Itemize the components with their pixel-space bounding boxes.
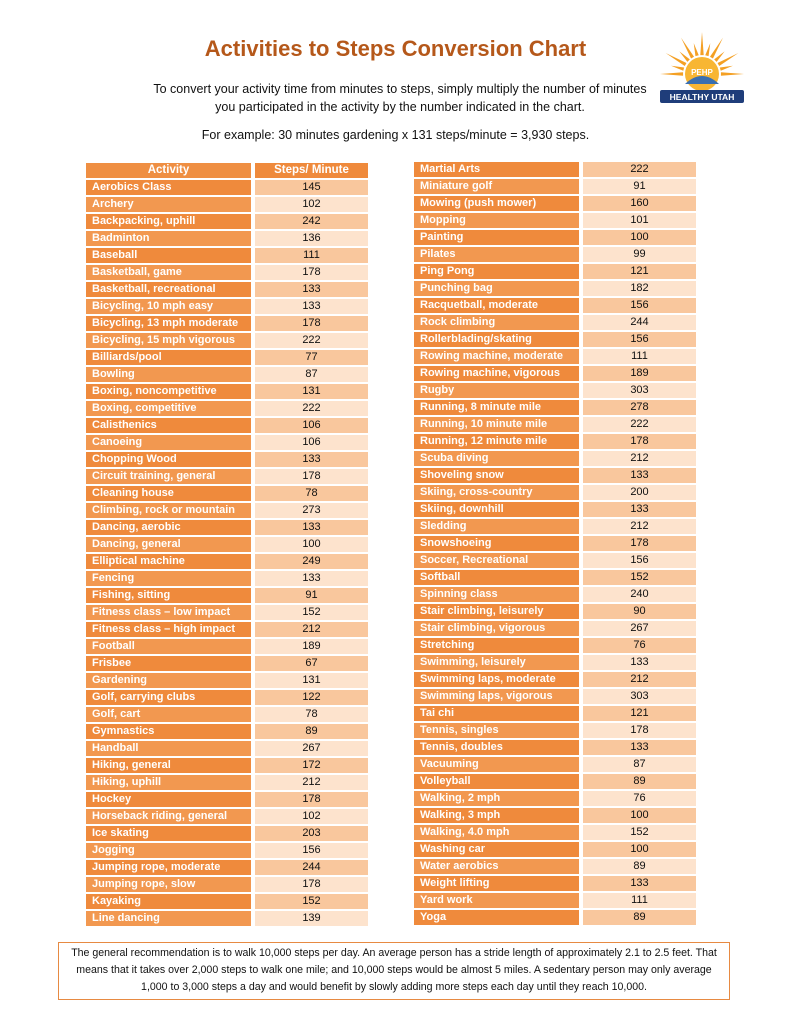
table-row (86, 792, 368, 807)
activity-name: Hiking, uphill (86, 775, 251, 790)
activity-name: Softball (414, 570, 579, 585)
activity-name: Racquetball, moderate (414, 298, 579, 313)
activity-name: Archery (86, 197, 251, 212)
activity-name: Swimming laps, vigorous (414, 689, 579, 704)
steps-per-minute-value: 87 (583, 757, 696, 772)
steps-per-minute-value: 101 (583, 213, 696, 228)
activity-name: Swimming, leisurely (414, 655, 579, 670)
steps-per-minute-value: 267 (255, 741, 368, 756)
activity-name: Running, 10 minute mile (414, 417, 579, 432)
activity-name: Volleyball (414, 774, 579, 789)
table-row (414, 536, 696, 551)
activity-name: Punching bag (414, 281, 579, 296)
table-row (86, 639, 368, 654)
steps-per-minute-value: 77 (255, 350, 368, 365)
table-row (86, 486, 368, 501)
activity-name: Aerobics Class (86, 180, 251, 195)
steps-per-minute-value: 200 (583, 485, 696, 500)
table-row (86, 911, 368, 926)
table-row (86, 843, 368, 858)
table-row (414, 842, 696, 857)
steps-per-minute-value: 267 (583, 621, 696, 636)
activity-name: Martial Arts (414, 162, 579, 177)
table-row (414, 740, 696, 755)
steps-per-minute-value: 121 (583, 706, 696, 721)
steps-per-minute-value: 172 (255, 758, 368, 773)
table-row (414, 502, 696, 517)
steps-per-minute-value: 91 (255, 588, 368, 603)
activity-name: Painting (414, 230, 579, 245)
activity-name: Swimming laps, moderate (414, 672, 579, 687)
steps-per-minute-value: 100 (255, 537, 368, 552)
table-row (86, 724, 368, 739)
table-row (86, 333, 368, 348)
table-row (86, 299, 368, 314)
steps-per-minute-value: 89 (583, 774, 696, 789)
table-row (86, 265, 368, 280)
activity-name: Stair climbing, leisurely (414, 604, 579, 619)
activity-name: Bicycling, 15 mph vigorous (86, 333, 251, 348)
activity-name: Badminton (86, 231, 251, 246)
steps-per-minute-value: 212 (583, 519, 696, 534)
steps-per-minute-value: 67 (255, 656, 368, 671)
table-row (86, 316, 368, 331)
steps-per-minute-value: 89 (583, 859, 696, 874)
steps-per-minute-value: 178 (583, 434, 696, 449)
activity-name: Rock climbing (414, 315, 579, 330)
steps-per-minute-value: 222 (255, 401, 368, 416)
steps-per-minute-value: 99 (583, 247, 696, 262)
table-row (414, 587, 696, 602)
table-row (86, 741, 368, 756)
activity-name: Rugby (414, 383, 579, 398)
steps-per-minute-value: 203 (255, 826, 368, 841)
activity-name: Snowshoeing (414, 536, 579, 551)
activity-name: Yoga (414, 910, 579, 925)
steps-per-minute-value: 133 (583, 502, 696, 517)
table-row (86, 588, 368, 603)
table-row (86, 605, 368, 620)
activity-name: Gardening (86, 673, 251, 688)
table-row (414, 638, 696, 653)
activity-name: Backpacking, uphill (86, 214, 251, 229)
activity-name: Cleaning house (86, 486, 251, 501)
table-row (414, 485, 696, 500)
steps-per-minute-value: 244 (583, 315, 696, 330)
steps-per-minute-value: 242 (255, 214, 368, 229)
steps-per-minute-value: 89 (583, 910, 696, 925)
activity-name: Jumping rope, slow (86, 877, 251, 892)
steps-per-minute-value: 133 (255, 520, 368, 535)
table-row (414, 621, 696, 636)
activity-name: Basketball, recreational (86, 282, 251, 297)
activity-name: Chopping Wood (86, 452, 251, 467)
table-row (414, 689, 696, 704)
activity-name: Dancing, general (86, 537, 251, 552)
steps-per-minute-value: 303 (583, 383, 696, 398)
logo-bottom-text: HEALTHY UTAH (669, 92, 735, 102)
activity-name: Football (86, 639, 251, 654)
activity-name: Ping Pong (414, 264, 579, 279)
steps-per-minute-value: 131 (255, 384, 368, 399)
activity-name: Gymnastics (86, 724, 251, 739)
steps-per-minute-value: 102 (255, 809, 368, 824)
table-row (414, 604, 696, 619)
table-row (414, 434, 696, 449)
steps-per-minute-value: 212 (583, 451, 696, 466)
table-row (414, 519, 696, 534)
activity-name: Circuit training, general (86, 469, 251, 484)
activity-name: Fencing (86, 571, 251, 586)
table-row (414, 332, 696, 347)
table-row (414, 349, 696, 364)
steps-per-minute-value: 145 (255, 180, 368, 195)
steps-per-minute-value: 178 (255, 316, 368, 331)
activity-name: Line dancing (86, 911, 251, 926)
activities-table-right (414, 160, 696, 927)
steps-per-minute-value: 212 (583, 672, 696, 687)
activity-name: Basketball, game (86, 265, 251, 280)
steps-per-minute-value: 278 (583, 400, 696, 415)
table-row (414, 808, 696, 823)
steps-per-minute-value: 244 (255, 860, 368, 875)
activity-name: Running, 12 minute mile (414, 434, 579, 449)
table-row (414, 179, 696, 194)
activity-name: Weight lifting (414, 876, 579, 891)
table-row (86, 350, 368, 365)
table-row (86, 775, 368, 790)
steps-per-minute-value: 222 (255, 333, 368, 348)
steps-per-minute-value: 178 (255, 877, 368, 892)
steps-per-minute-value: 87 (255, 367, 368, 382)
table-row (414, 468, 696, 483)
activity-name: Soccer, Recreational (414, 553, 579, 568)
activity-name: Calisthenics (86, 418, 251, 433)
table-row (86, 537, 368, 552)
activity-name: Bicycling, 13 mph moderate (86, 316, 251, 331)
pehp-healthy-utah-logo (642, 26, 762, 114)
table-row (86, 180, 368, 195)
steps-per-minute-value: 178 (255, 792, 368, 807)
steps-per-minute-value: 273 (255, 503, 368, 518)
table-row (86, 384, 368, 399)
steps-per-minute-value: 178 (255, 265, 368, 280)
table-row (414, 264, 696, 279)
table-row (86, 622, 368, 637)
activity-name: Billiards/pool (86, 350, 251, 365)
table-row (414, 400, 696, 415)
activity-name: Canoeing (86, 435, 251, 450)
steps-per-minute-value: 133 (583, 468, 696, 483)
steps-per-minute-value: 152 (255, 605, 368, 620)
steps-per-minute-value: 106 (255, 435, 368, 450)
activity-name: Stair climbing, vigorous (414, 621, 579, 636)
activity-name: Running, 8 minute mile (414, 400, 579, 415)
footer-note: The general recommendation is to walk 10,000 steps per day. An average person has a stride length of approximately 2.1 to 2.5 feet. That means that it takes over 2,000 steps to walk one mile; and 10,000 steps would be almost 5 miles. A sedentary person may only average 1,000 to 3,000 steps a day and would benefit by slowly adding more steps each day until they reach 10,000. (58, 942, 730, 1000)
activity-name: Skiing, cross-country (414, 485, 579, 500)
steps-per-minute-value: 212 (255, 775, 368, 790)
activity-name: Kayaking (86, 894, 251, 909)
table-row (86, 197, 368, 212)
steps-per-minute-value: 160 (583, 196, 696, 211)
steps-per-minute-value: 133 (583, 740, 696, 755)
steps-per-minute-value: 133 (583, 655, 696, 670)
activity-name: Washing car (414, 842, 579, 857)
table-row (86, 554, 368, 569)
table-row (414, 213, 696, 228)
table-row (86, 673, 368, 688)
steps-per-minute-value: 240 (583, 587, 696, 602)
steps-per-minute-value: 189 (583, 366, 696, 381)
table-row (414, 893, 696, 908)
table-row (414, 383, 696, 398)
table-row (86, 418, 368, 433)
steps-per-minute-value: 182 (583, 281, 696, 296)
table-row (414, 791, 696, 806)
table-row (86, 809, 368, 824)
steps-per-minute-value: 131 (255, 673, 368, 688)
table-row (86, 690, 368, 705)
activity-name: Boxing, noncompetitive (86, 384, 251, 399)
activity-name: Mowing (push mower) (414, 196, 579, 211)
table-row (86, 656, 368, 671)
table-row (86, 401, 368, 416)
table-row (86, 367, 368, 382)
steps-per-minute-value: 78 (255, 486, 368, 501)
activity-name: Horseback riding, general (86, 809, 251, 824)
table-row (414, 366, 696, 381)
activity-name: Tennis, singles (414, 723, 579, 738)
table-row (86, 248, 368, 263)
activity-name: Fitness class – low impact (86, 605, 251, 620)
table-row (86, 758, 368, 773)
activity-name: Walking, 4.0 mph (414, 825, 579, 840)
table-row (86, 571, 368, 586)
steps-per-minute-value: 111 (583, 893, 696, 908)
steps-per-minute-value: 76 (583, 791, 696, 806)
table-row (414, 757, 696, 772)
example-text: For example: 30 minutes gardening x 131 steps/minute = 3,930 steps. (201, 128, 590, 142)
activity-name: Walking, 2 mph (414, 791, 579, 806)
steps-per-minute-value: 91 (583, 179, 696, 194)
activity-name: Climbing, rock or mountain (86, 503, 251, 518)
steps-per-minute-value: 178 (583, 723, 696, 738)
activity-name: Shoveling snow (414, 468, 579, 483)
steps-per-minute-value: 90 (583, 604, 696, 619)
table-row (414, 247, 696, 262)
steps-per-minute-value: 222 (583, 162, 696, 177)
activity-name: Frisbee (86, 656, 251, 671)
steps-per-minute-value: 106 (255, 418, 368, 433)
activity-name: Bicycling, 10 mph easy (86, 299, 251, 314)
table-row (414, 876, 696, 891)
steps-per-minute-value: 100 (583, 808, 696, 823)
steps-per-minute-value: 212 (255, 622, 368, 637)
activity-name: Baseball (86, 248, 251, 263)
steps-per-minute-value: 249 (255, 554, 368, 569)
activity-name: Dancing, aerobic (86, 520, 251, 535)
table-row (414, 553, 696, 568)
table-row (86, 282, 368, 297)
table-row (414, 196, 696, 211)
activity-name: Yard work (414, 893, 579, 908)
activity-name: Elliptical machine (86, 554, 251, 569)
activity-name: Stretching (414, 638, 579, 653)
table-row (86, 877, 368, 892)
table-row (86, 707, 368, 722)
activity-name: Tennis, doubles (414, 740, 579, 755)
table-row (414, 315, 696, 330)
table-row (414, 162, 696, 177)
table-row (86, 503, 368, 518)
table-row (414, 451, 696, 466)
activity-name: Scuba diving (414, 451, 579, 466)
steps-per-minute-value: 100 (583, 230, 696, 245)
steps-per-minute-value: 76 (583, 638, 696, 653)
activity-name: Skiing, downhill (414, 502, 579, 517)
intro-text: To convert your activity time from minutes to steps, simply multiply the number of minutes you participated in the activity by the number indicated in the chart. (153, 82, 647, 114)
table-row (414, 910, 696, 925)
activities-table-left (86, 161, 368, 928)
table-row (86, 469, 368, 484)
steps-per-minute-value: 136 (255, 231, 368, 246)
table-row (414, 570, 696, 585)
steps-per-minute-value: 133 (255, 571, 368, 586)
table-row (414, 417, 696, 432)
activity-name: Tai chi (414, 706, 579, 721)
table-row (414, 774, 696, 789)
page-title: Activities to Steps Conversion Chart (204, 36, 587, 61)
table-row (86, 894, 368, 909)
steps-per-minute-value: 89 (255, 724, 368, 739)
activity-name: Ice skating (86, 826, 251, 841)
activity-name: Boxing, competitive (86, 401, 251, 416)
steps-per-minute-value: 122 (255, 690, 368, 705)
steps-per-minute-value: 152 (583, 825, 696, 840)
steps-per-minute-value: 133 (583, 876, 696, 891)
steps-per-minute-value: 189 (255, 639, 368, 654)
steps-per-minute-value: 156 (583, 553, 696, 568)
steps-per-minute-value: 178 (583, 536, 696, 551)
table-row (86, 860, 368, 875)
activity-column-header: Activity (86, 163, 251, 178)
steps-per-minute-value: 178 (255, 469, 368, 484)
logo-top-text: PEHP (691, 68, 713, 77)
activity-name: Fitness class – high impact (86, 622, 251, 637)
table-row (414, 825, 696, 840)
table-row (414, 655, 696, 670)
steps-per-minute-value: 152 (255, 894, 368, 909)
activity-name: Rollerblading/skating (414, 332, 579, 347)
table-row (86, 231, 368, 246)
steps-per-minute-value: 156 (583, 332, 696, 347)
activity-name: Hiking, general (86, 758, 251, 773)
activity-name: Jogging (86, 843, 251, 858)
activity-name: Vacuuming (414, 757, 579, 772)
table-row (414, 859, 696, 874)
table-row (86, 214, 368, 229)
activity-name: Jumping rope, moderate (86, 860, 251, 875)
table-row (86, 520, 368, 535)
activity-name: Bowling (86, 367, 251, 382)
table-row (86, 452, 368, 467)
steps-per-minute-value: 156 (255, 843, 368, 858)
steps-column-header: Steps/ Minute (255, 163, 368, 178)
steps-per-minute-value: 121 (583, 264, 696, 279)
activity-name: Rowing machine, moderate (414, 349, 579, 364)
activity-name: Spinning class (414, 587, 579, 602)
table-row (414, 723, 696, 738)
steps-per-minute-value: 133 (255, 282, 368, 297)
steps-per-minute-value: 303 (583, 689, 696, 704)
table-row (414, 281, 696, 296)
steps-per-minute-value: 156 (583, 298, 696, 313)
steps-per-minute-value: 133 (255, 452, 368, 467)
activity-name: Golf, carrying clubs (86, 690, 251, 705)
table-row (86, 826, 368, 841)
activity-name: Fishing, sitting (86, 588, 251, 603)
activity-name: Rowing machine, vigorous (414, 366, 579, 381)
activity-name: Golf, cart (86, 707, 251, 722)
table-row (414, 298, 696, 313)
table-row (414, 672, 696, 687)
table-row (414, 706, 696, 721)
activity-name: Walking, 3 mph (414, 808, 579, 823)
activity-name: Mopping (414, 213, 579, 228)
steps-per-minute-value: 111 (255, 248, 368, 263)
activity-name: Hockey (86, 792, 251, 807)
activity-name: Handball (86, 741, 251, 756)
steps-per-minute-value: 152 (583, 570, 696, 585)
steps-per-minute-value: 100 (583, 842, 696, 857)
steps-per-minute-value: 78 (255, 707, 368, 722)
steps-per-minute-value: 102 (255, 197, 368, 212)
activity-name: Water aerobics (414, 859, 579, 874)
activity-name: Pilates (414, 247, 579, 262)
activity-name: Miniature golf (414, 179, 579, 194)
steps-per-minute-value: 133 (255, 299, 368, 314)
table-row (86, 435, 368, 450)
activity-name: Sledding (414, 519, 579, 534)
steps-per-minute-value: 111 (583, 349, 696, 364)
steps-per-minute-value: 139 (255, 911, 368, 926)
steps-per-minute-value: 222 (583, 417, 696, 432)
table-row (414, 230, 696, 245)
